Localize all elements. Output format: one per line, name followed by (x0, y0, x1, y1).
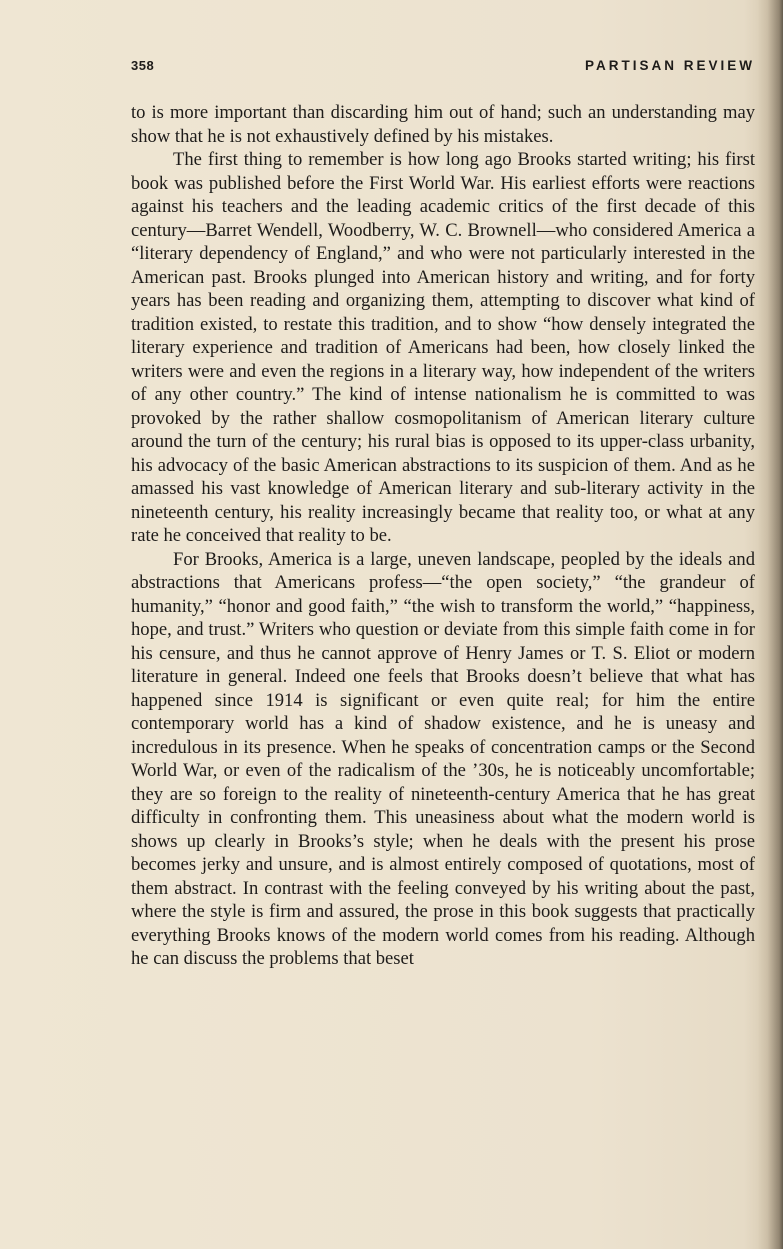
paragraph: The first thing to remember is how long ago Brooks started writing; his first book was published before the First World War. His earliest efforts were reactions against his teachers and the leading academic critics of the first decade of this century—Barret Wendell, Woodberry, W. C. Brownell—who considered America a “literary dependency of England,” and who were not particularly interested in the American past. Brooks plunged into American history and writing, and for forty years has been reading and organizing them, attempting to discover what kind of tradition existed, to restate this tradition, and to show “how densely integrated the literary experience and tradition of Americans had been, how closely linked the writers were and even the regions in a literary way, how independent of the writers of any other country.” The kind of intense nationalism he is committed to was provoked by the rather shallow cosmopolitanism of American literary culture around the turn of the century; his rural bias is opposed to its upper-class urbanity, his advocacy of the basic American abstractions to its suspicion of them. And as he amassed his vast knowledge of American literary and sub-literary activity in the nineteenth century, his reality increasingly became that reality too, or what at any rate he conceived that reality to be. (131, 149, 755, 546)
body-text (131, 101, 755, 971)
running-header (131, 58, 755, 82)
paragraph-continued: to is more important than discarding him out of hand; such an understanding may show that he is not exhaustively defined by his mistakes. (131, 102, 755, 147)
paragraph: For Brooks, America is a large, uneven landscape, peopled by the ideals and abstractions that Americans profess—“the open society,” “the grandeur of humanity,” “honor and good faith,” “the wish to transform the world,” “happiness, hope, and trust.” Writers who question or deviate from this simple faith come in for his censure, and thus he cannot approve of Henry James or T. S. Eliot or modern literature in general. Indeed one feels that Brooks doesn’t believe that what has happened since 1914 is significant or even quite real; for him the entire contemporary world has a kind of shadow existence, and he is uneasy and incredulous in its presence. When he speaks of concentration camps or the Second World War, or even of the radicalism of the ’30s, he is noticeably uncomfortable; they are so foreign to the reality of nineteenth-century America that he has great difficulty in confronting them. This uneasiness about what the modern world is shows up clearly in Brooks’s style; when he deals with the present his prose becomes jerky and unsure, and is almost entirely composed of quotations, most of them abstract. In contrast with the feeling conveyed by his writing about the past, where the style is firm and assured, the prose in this book suggests that practically everything Brooks knows of the modern world comes from his reading. Although he can discuss the problems that beset (131, 548, 755, 969)
page-edge-shadow (757, 0, 783, 1249)
journal-title: PARTISAN REVIEW (584, 58, 755, 73)
page-number: 358 (131, 58, 155, 73)
